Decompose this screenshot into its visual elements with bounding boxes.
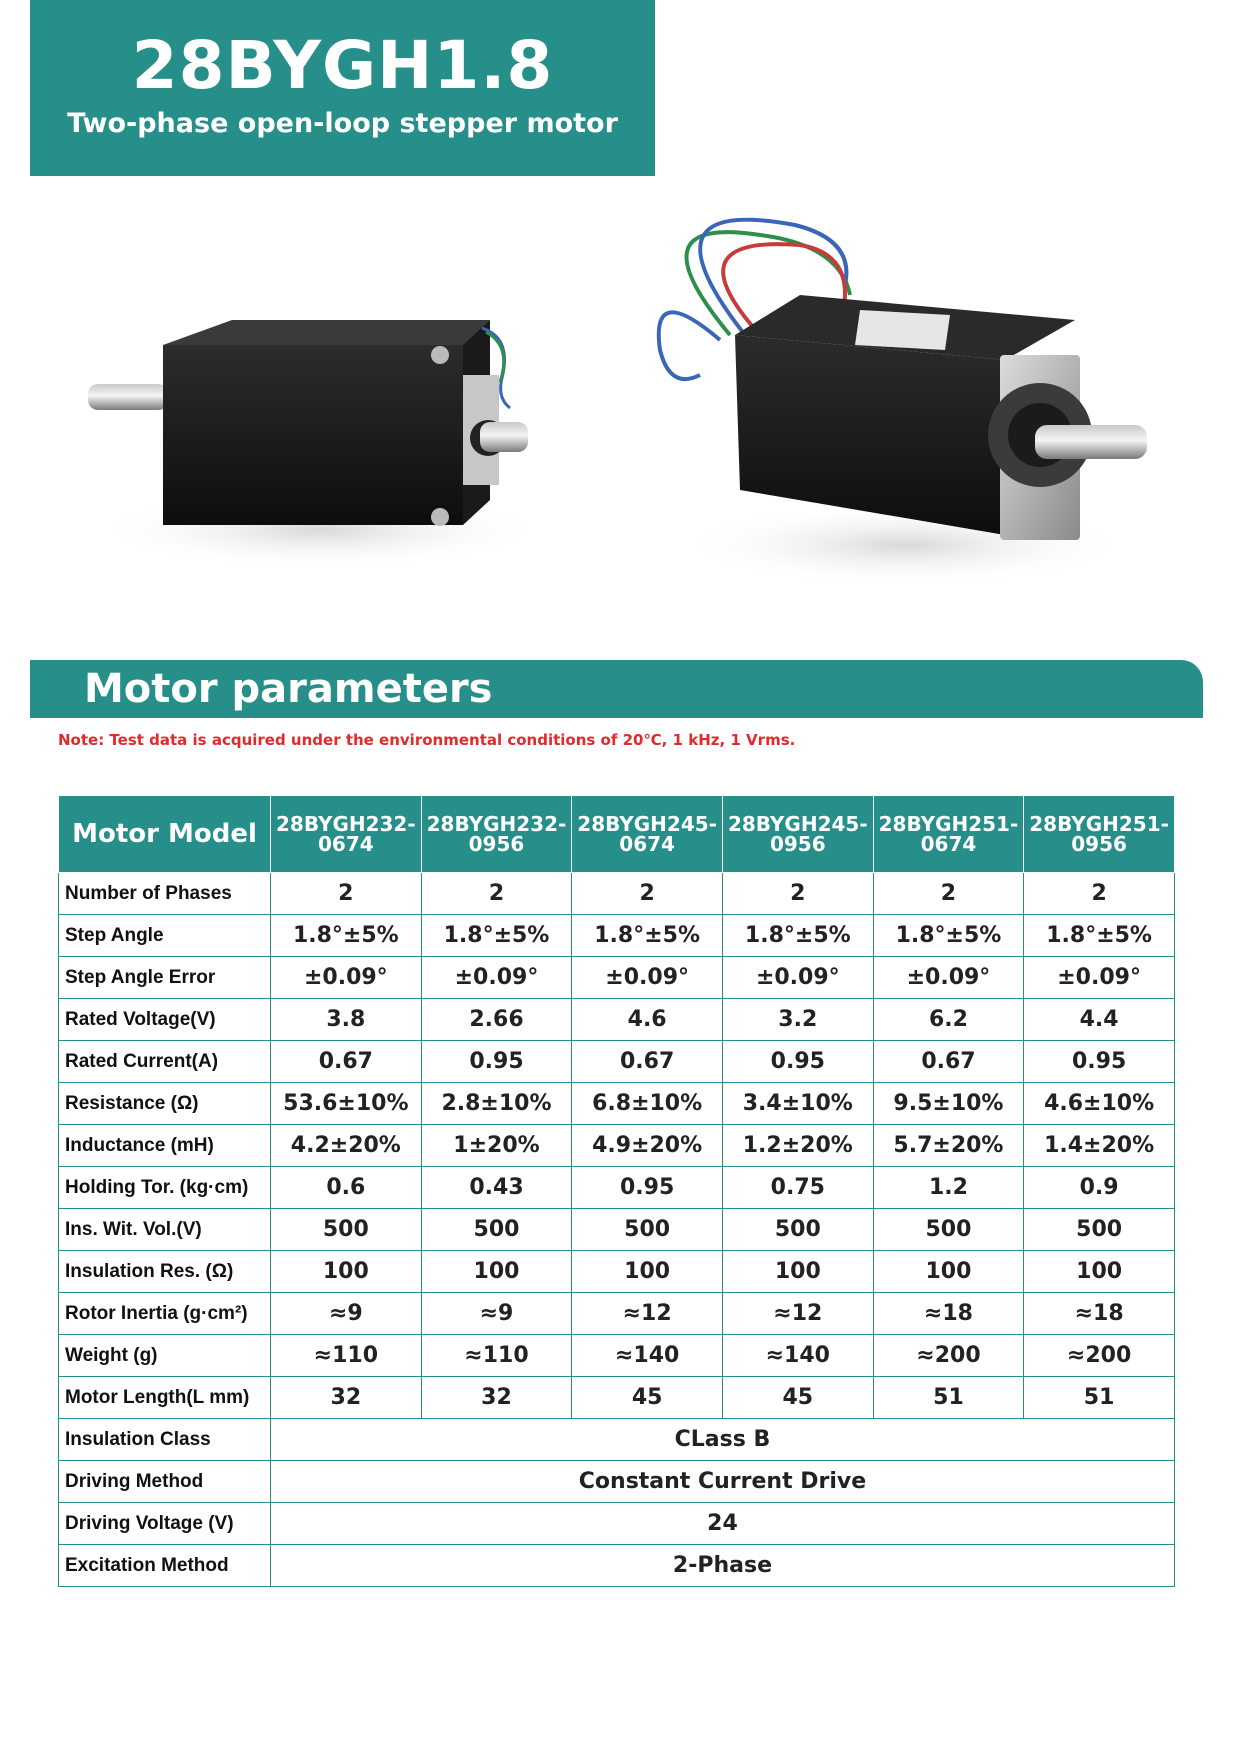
model-code: 28BYGH245- bbox=[727, 812, 868, 836]
table-cell: 500 bbox=[722, 1209, 873, 1251]
table-cell: 0.95 bbox=[1024, 1041, 1175, 1083]
model-code: 28BYGH232- bbox=[426, 812, 567, 836]
table-cell: ≈110 bbox=[271, 1335, 422, 1377]
row-label: Number of Phases bbox=[59, 873, 271, 915]
table-row bbox=[59, 1461, 1175, 1503]
table-cell: 1±20% bbox=[421, 1125, 572, 1167]
table-cell: 1.8°±5% bbox=[271, 915, 422, 957]
table-cell: 1.2±20% bbox=[722, 1125, 873, 1167]
table-cell: ±0.09° bbox=[572, 957, 723, 999]
table-cell: 500 bbox=[271, 1209, 422, 1251]
table-cell: 6.8±10% bbox=[572, 1083, 723, 1125]
table-cell-merged: 2-Phase bbox=[271, 1545, 1175, 1587]
model-suffix: 0674 bbox=[920, 832, 977, 856]
section-title: Motor parameters bbox=[84, 666, 493, 712]
model-suffix: 0956 bbox=[468, 832, 525, 856]
table-cell: 6.2 bbox=[873, 999, 1024, 1041]
table-cell: 2 bbox=[421, 873, 572, 915]
table-cell-merged: 24 bbox=[271, 1503, 1175, 1545]
table-cell: 0.67 bbox=[873, 1041, 1024, 1083]
table-cell: 1.8°±5% bbox=[722, 915, 873, 957]
table-row bbox=[59, 1293, 1175, 1335]
table-cell: 4.6 bbox=[572, 999, 723, 1041]
table-row bbox=[59, 915, 1175, 957]
row-label: Motor Length(L mm) bbox=[59, 1377, 271, 1419]
product-photos bbox=[0, 200, 1241, 630]
row-label: Step Angle Error bbox=[59, 957, 271, 999]
test-conditions-note: Note: Test data is acquired under the environmental conditions of 20℃, 1 kHz, 1 Vrms. bbox=[58, 731, 796, 749]
table-row bbox=[59, 999, 1175, 1041]
column-header-motor-model: Motor Model bbox=[59, 796, 271, 873]
table-cell: 2 bbox=[271, 873, 422, 915]
table-cell: 100 bbox=[722, 1251, 873, 1293]
table-cell: 51 bbox=[873, 1377, 1024, 1419]
table-row bbox=[59, 873, 1175, 915]
row-label: Driving Method bbox=[59, 1461, 271, 1503]
table-cell: ≈200 bbox=[873, 1335, 1024, 1377]
table-cell: 1.8°±5% bbox=[421, 915, 572, 957]
table-row bbox=[59, 1377, 1175, 1419]
table-cell: ±0.09° bbox=[873, 957, 1024, 999]
row-label: Weight (g) bbox=[59, 1335, 271, 1377]
row-label: Rotor Inertia (g·cm²) bbox=[59, 1293, 271, 1335]
table-header-row bbox=[59, 796, 1175, 873]
column-header-model bbox=[1024, 796, 1175, 873]
column-header-model bbox=[572, 796, 723, 873]
row-label: Driving Voltage (V) bbox=[59, 1503, 271, 1545]
table-cell: 2 bbox=[572, 873, 723, 915]
table-row bbox=[59, 1335, 1175, 1377]
table-row bbox=[59, 1251, 1175, 1293]
model-suffix: 0674 bbox=[619, 832, 675, 856]
table-cell: 4.2±20% bbox=[271, 1125, 422, 1167]
table-cell: ≈200 bbox=[1024, 1335, 1175, 1377]
model-suffix: 0956 bbox=[769, 832, 826, 856]
table-cell: ±0.09° bbox=[271, 957, 422, 999]
model-code: 28BYGH251- bbox=[1029, 812, 1169, 836]
column-header-model bbox=[873, 796, 1024, 873]
table-cell: 100 bbox=[421, 1251, 572, 1293]
table-row bbox=[59, 1503, 1175, 1545]
column-header-model bbox=[271, 796, 422, 873]
column-header-model bbox=[722, 796, 873, 873]
row-label: Rated Voltage(V) bbox=[59, 999, 271, 1041]
product-subtitle: Two-phase open-loop stepper motor bbox=[67, 108, 618, 139]
row-label: Ins. Wit. Vol.(V) bbox=[59, 1209, 271, 1251]
table-cell: ≈18 bbox=[873, 1293, 1024, 1335]
table-cell: 0.67 bbox=[572, 1041, 723, 1083]
table-cell: 1.8°±5% bbox=[873, 915, 1024, 957]
model-code: 28BYGH245- bbox=[577, 812, 717, 836]
model-code: 28BYGH232- bbox=[275, 812, 416, 836]
table-cell: 1.8°±5% bbox=[1024, 915, 1175, 957]
table-cell: 45 bbox=[572, 1377, 723, 1419]
row-label: Inductance (mH) bbox=[59, 1125, 271, 1167]
table-cell: 4.4 bbox=[1024, 999, 1175, 1041]
table-cell: ≈18 bbox=[1024, 1293, 1175, 1335]
table-cell: 3.2 bbox=[722, 999, 873, 1041]
table-cell: 500 bbox=[421, 1209, 572, 1251]
right-motor-image bbox=[659, 220, 1147, 587]
table-cell: 500 bbox=[873, 1209, 1024, 1251]
table-cell: 0.95 bbox=[572, 1167, 723, 1209]
table-row bbox=[59, 1545, 1175, 1587]
table-cell: 2 bbox=[873, 873, 1024, 915]
table-cell: ≈9 bbox=[271, 1293, 422, 1335]
left-motor-image bbox=[88, 320, 550, 570]
table-cell: 100 bbox=[572, 1251, 723, 1293]
table-cell: 3.4±10% bbox=[722, 1083, 873, 1125]
table-body bbox=[59, 873, 1175, 1587]
table-cell: 0.95 bbox=[421, 1041, 572, 1083]
table-cell: 0.9 bbox=[1024, 1167, 1175, 1209]
table-cell: 1.2 bbox=[873, 1167, 1024, 1209]
table-row bbox=[59, 1167, 1175, 1209]
table-cell: 51 bbox=[1024, 1377, 1175, 1419]
table-cell: 9.5±10% bbox=[873, 1083, 1024, 1125]
table-cell-merged: CLass B bbox=[271, 1419, 1175, 1461]
table-cell: 0.75 bbox=[722, 1167, 873, 1209]
table-cell: 45 bbox=[722, 1377, 873, 1419]
parameters-table bbox=[58, 795, 1175, 1587]
table-cell: ≈9 bbox=[421, 1293, 572, 1335]
table-cell: 2 bbox=[1024, 873, 1175, 915]
section-header bbox=[30, 660, 1203, 718]
table-cell: ≈140 bbox=[572, 1335, 723, 1377]
table-cell: 2.8±10% bbox=[421, 1083, 572, 1125]
column-header-model bbox=[421, 796, 572, 873]
table-cell: 2 bbox=[722, 873, 873, 915]
table-cell: ±0.09° bbox=[1024, 957, 1175, 999]
table-cell: 100 bbox=[271, 1251, 422, 1293]
table-cell: ≈12 bbox=[572, 1293, 723, 1335]
table-cell: ≈110 bbox=[421, 1335, 572, 1377]
table-cell: 0.43 bbox=[421, 1167, 572, 1209]
row-label: Insulation Res. (Ω) bbox=[59, 1251, 271, 1293]
row-label: Resistance (Ω) bbox=[59, 1083, 271, 1125]
model-suffix: 0674 bbox=[317, 832, 374, 856]
table-cell: 0.95 bbox=[722, 1041, 873, 1083]
table-row bbox=[59, 1041, 1175, 1083]
table-cell: ≈140 bbox=[722, 1335, 873, 1377]
table-cell: 32 bbox=[271, 1377, 422, 1419]
table-cell: 500 bbox=[572, 1209, 723, 1251]
table-cell: 3.8 bbox=[271, 999, 422, 1041]
row-label: Step Angle bbox=[59, 915, 271, 957]
table-cell: 1.4±20% bbox=[1024, 1125, 1175, 1167]
table-cell: 500 bbox=[1024, 1209, 1175, 1251]
table-cell: 1.8°±5% bbox=[572, 915, 723, 957]
table-cell: 100 bbox=[873, 1251, 1024, 1293]
table-cell: 0.67 bbox=[271, 1041, 422, 1083]
table-cell: ≈12 bbox=[722, 1293, 873, 1335]
table-cell: 4.9±20% bbox=[572, 1125, 723, 1167]
row-label: Insulation Class bbox=[59, 1419, 271, 1461]
model-code: 28BYGH251- bbox=[878, 812, 1019, 836]
table-cell: ±0.09° bbox=[421, 957, 572, 999]
table-row bbox=[59, 1125, 1175, 1167]
table-row bbox=[59, 957, 1175, 999]
table-cell: 53.6±10% bbox=[271, 1083, 422, 1125]
table-cell: 5.7±20% bbox=[873, 1125, 1024, 1167]
row-label: Holding Tor. (kg·cm) bbox=[59, 1167, 271, 1209]
title-banner bbox=[30, 0, 655, 176]
table-cell: 0.6 bbox=[271, 1167, 422, 1209]
table-cell: 32 bbox=[421, 1377, 572, 1419]
product-title: 28BYGH1.8 bbox=[131, 27, 554, 104]
table-row bbox=[59, 1083, 1175, 1125]
table-cell: 2.66 bbox=[421, 999, 572, 1041]
table-row bbox=[59, 1209, 1175, 1251]
model-suffix: 0956 bbox=[1071, 832, 1127, 856]
row-label: Rated Current(A) bbox=[59, 1041, 271, 1083]
table-row bbox=[59, 1419, 1175, 1461]
row-label: Excitation Method bbox=[59, 1545, 271, 1587]
table-cell: 4.6±10% bbox=[1024, 1083, 1175, 1125]
table-cell: 100 bbox=[1024, 1251, 1175, 1293]
table-cell: ±0.09° bbox=[722, 957, 873, 999]
table-cell-merged: Constant Current Drive bbox=[271, 1461, 1175, 1503]
